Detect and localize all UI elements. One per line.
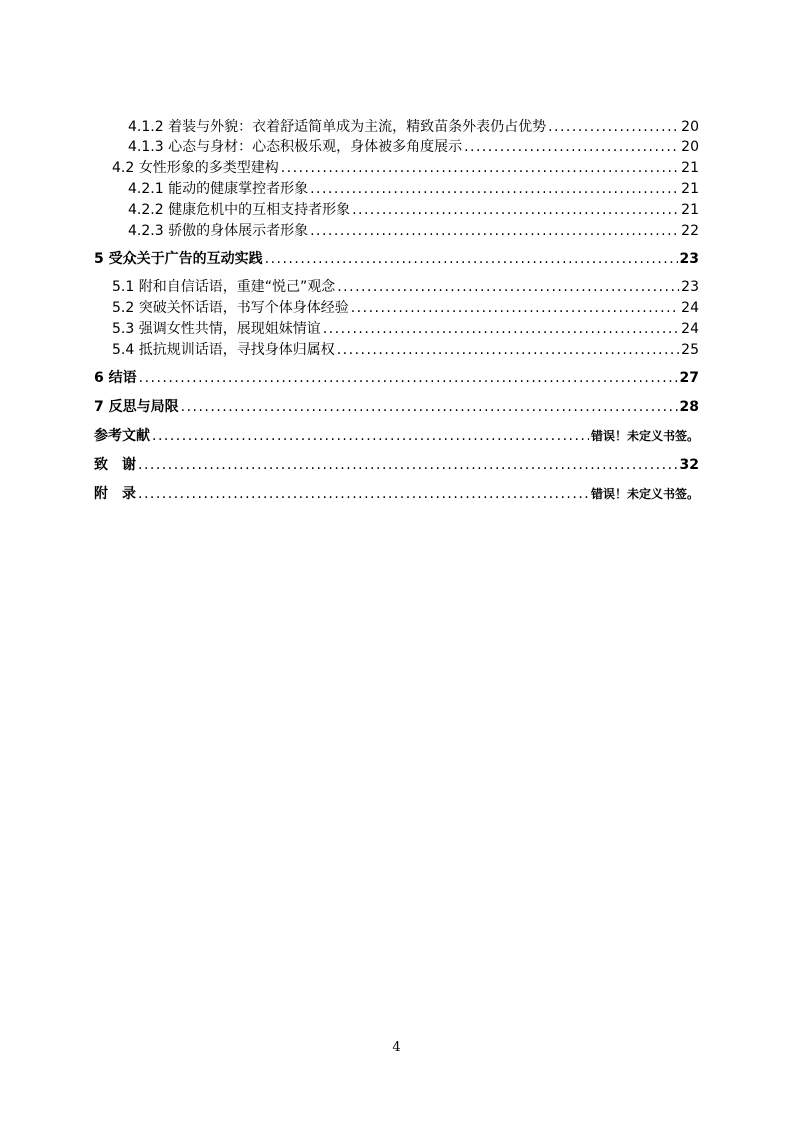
toc-entry-5-1[interactable]: [112, 276, 699, 296]
toc-entry-label: 4.2 女性形象的多类型建构: [112, 160, 279, 176]
dot-leader: [281, 160, 679, 176]
toc-entry-page: 21: [681, 202, 699, 218]
dot-leader: [138, 486, 589, 502]
toc-entry-4-2-2[interactable]: [128, 199, 699, 219]
toc-entry-acknowledgements[interactable]: [94, 454, 699, 474]
toc-entry-label: 5.2 突破关怀话语，书写个体身体经验: [112, 300, 349, 316]
toc-entry-5-4[interactable]: [112, 339, 699, 359]
toc-entry-label: 4.2.3 骄傲的身体展示者形象: [128, 223, 309, 239]
dot-leader: [337, 279, 679, 295]
toc-entry-label: 4.1.2 着装与外貌：衣着舒适简单成为主流，精致苗条外表仍占优势: [128, 119, 547, 135]
toc-entry-label: 5.4 抵抗规训话语，寻找身体归属权: [112, 342, 335, 358]
toc-entry-page: 23: [681, 279, 699, 295]
dot-leader: [337, 342, 679, 358]
toc-entry-page-error: 错误！未定义书签。: [590, 429, 699, 443]
dot-leader: [323, 321, 679, 337]
toc-entry-label: 5.1 附和自信话语，重建“悦己”观念: [112, 279, 336, 295]
toc-entry-page: 22: [681, 223, 699, 239]
toc-entry-page: 21: [681, 181, 699, 197]
toc-entry-4-1-2[interactable]: [128, 116, 699, 136]
toc-entry-chapter-5[interactable]: [94, 248, 699, 268]
toc-entry-page: 23: [679, 251, 699, 267]
toc-entry-page: 20: [681, 139, 699, 155]
dot-leader: [181, 399, 678, 415]
toc-entry-page: 25: [681, 342, 699, 358]
toc-entry-page: 21: [681, 160, 699, 176]
toc-entry-label: 5 受众关于广告的互动实践: [94, 251, 263, 267]
toc-entry-4-2-1[interactable]: [128, 178, 699, 198]
toc-entry-5-2[interactable]: [112, 297, 699, 317]
toc-entry-label: 6 结语: [94, 370, 137, 386]
toc-entry-references[interactable]: [94, 425, 699, 445]
toc-entry-chapter-7[interactable]: [94, 396, 699, 416]
dot-leader: [352, 202, 679, 218]
toc-entry-4-1-3[interactable]: [128, 136, 699, 156]
dot-leader: [310, 223, 679, 239]
toc-entry-4-2-3[interactable]: [128, 220, 699, 240]
toc-entry-5-3[interactable]: [112, 318, 699, 338]
toc-entry-page: 20: [681, 119, 699, 135]
toc-entry-page-error: 错误！未定义书签。: [590, 487, 699, 501]
toc-entry-label: 4.1.3 心态与身材：心态积极乐观，身体被多角度展示: [128, 139, 463, 155]
toc-entry-page: 24: [681, 300, 699, 316]
toc-entry-label: 5.3 强调女性共情，展现姐妹情谊: [112, 321, 321, 337]
toc-entry-label: 参考文献: [94, 428, 150, 444]
dot-leader: [351, 300, 679, 316]
toc-entry-page: 32: [679, 457, 699, 473]
page-number: 4: [392, 1040, 401, 1055]
dot-leader: [152, 428, 589, 444]
dot-leader: [139, 370, 678, 386]
dot-leader: [548, 119, 679, 135]
toc-entry-appendix[interactable]: [94, 483, 699, 503]
toc-entry-label: 4.2.1 能动的健康掌控者形象: [128, 181, 309, 197]
dot-leader: [138, 457, 678, 473]
toc-entry-label: 4.2.2 健康危机中的互相支持者形象: [128, 202, 351, 218]
toc-entry-label: 致 谢: [94, 457, 136, 473]
toc-entry-label: 7 反思与局限: [94, 399, 179, 415]
toc-entry-label: 附 录: [94, 486, 136, 502]
dot-leader: [464, 139, 679, 155]
dot-leader: [310, 181, 679, 197]
toc-entry-page: 24: [681, 321, 699, 337]
toc-entry-page: 28: [679, 399, 699, 415]
toc-entry-chapter-6[interactable]: [94, 367, 699, 387]
dot-leader: [265, 251, 678, 267]
toc-entry-page: 27: [679, 370, 699, 386]
toc-entry-4-2[interactable]: [112, 157, 699, 177]
